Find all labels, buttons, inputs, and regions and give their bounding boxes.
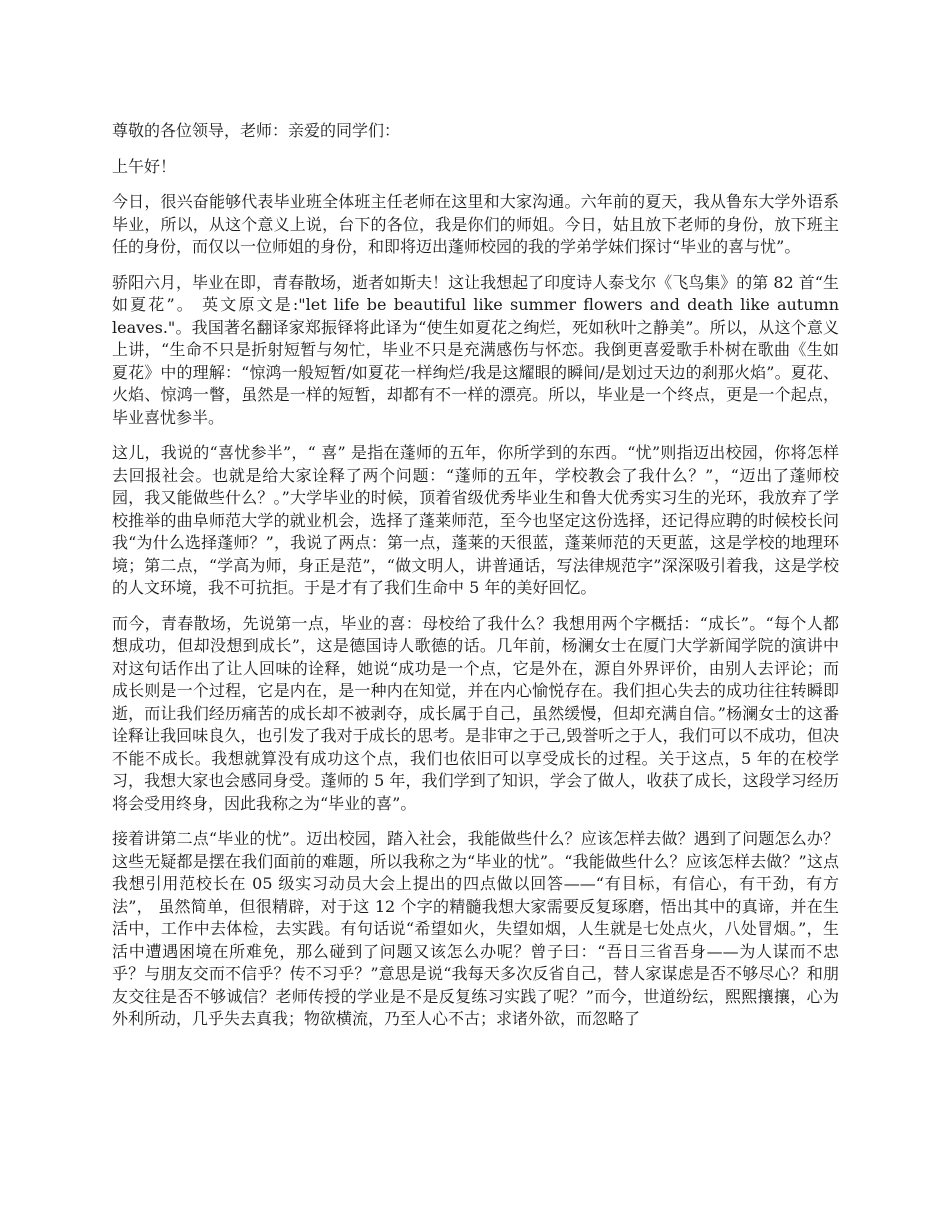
document-body	[112, 120, 839, 1044]
greeting: 上午好！	[112, 156, 177, 176]
paragraph-intro: 今日，很兴奋能够代表毕业班全体班主任老师在这里和大家沟通。六年前的夏天，我从鲁东大学外语系毕业，所以，从这个意义上说，台下的各位，我是你们的师姐。今日，姑且放下老师的身份，放下班主任的身份，而仅以一位师姐的身份，和即将迈出蓬师校园的我的学弟学妹们探讨“毕业的喜与忧”。	[112, 192, 839, 256]
paragraph-summer-flowers: 骄阳六月，毕业在即，青春散场，逝者如斯夫！这让我想起了印度诗人泰戈尔《飞鸟集》的第 82 首“生如夏花”。 英文原文是:"let life be beautiful like summer flowers and death like autumn leaves."。我国著名翻译家郑振铎将此译为“使生如夏花之绚烂，死如秋叶之静美”。所以，从这个意义上讲，“生命不只是折射短暂与匆忙，毕业不只是充满感伤与怀恋。我倒更喜爱歌手朴树在歌曲《生如夏花》中的理解：“惊鸿一般短暂/如夏花一样绚烂/我是这耀眼的瞬间/是划过天边的刹那火焰”。夏花、火焰、惊鸿一瞥，虽然是一样的短暂，却都有不一样的漂亮。所以，毕业是一个终点，更是一个起点，毕业喜忧参半。	[112, 272, 839, 427]
paragraph-joy-and-worry: 这儿，我说的“喜忧参半”，“ 喜” 是指在蓬师的五年，你所学到的东西。“忧”则指迈出校园，你将怎样去回报社会。也就是给大家诠释了两个问题：“蓬师的五年，学校教会了我什么？”，“迈出了蓬师校园，我又能做些什么？。”大学毕业的时候，顶着省级优秀毕业生和鲁大优秀实习生的光环，我放弃了学校推举的曲阜师范大学的就业机会，选择了蓬莱师范，至今也坚定这份选择，还记得应聘的时候校长问我“为什么选择蓬师？”，我说了两点：第一点，蓬莱的天很蓝，蓬莱师范的天更蓝，这是学校的地理环境；第二点，“学高为师，身正是范”，“做文明人，讲普通话，写法律规范字”深深吸引着我，这是学校的人文环境，我不可抗拒。于是才有了我们生命中 5 年的美好回忆。	[112, 443, 839, 597]
salutation: 尊敬的各位领导，老师：亲爱的同学们：	[112, 121, 401, 140]
paragraph-worry: 接着讲第二点“毕业的忧”。迈出校园，踏入社会，我能做些什么？应该怎样去做？遇到了问题怎么办？这些无疑都是摆在我们面前的难题，所以我称之为“毕业的忧”。“我能做些什么？应该怎样去做？”这点我想引用范校长在 05 级实习动员大会上提出的四点做以回答——“有目标，有信心，有干劲，有方法”， 虽然简单，但很精辟，对于这 12 个字的精髓我想大家需要反复琢磨，悟出其中的真谛，并在生活中，工作中去体检，去实践。有句话说“希望如火，失望如烟，人生就是七处点火，八处冒烟。”，生活中遭遇困境在所难免，那么碰到了问题又该怎么办呢？曾子曰：“吾日三省吾身——为人谋而不忠乎？与朋友交而不信乎？传不习乎？”意思是说“我每天多次反省自己，替人家谋虑是否不够尽心？和朋友交往是否不够诚信？老师传授的学业是不是反复练习实践了呢？”而今，世道纷纭，熙熙攘攘，心为外利所动，几乎失去真我；物欲横流，乃至人心不古；求诸外欲，而忽略了	[112, 829, 839, 1028]
paragraph-growth: 而今，青春散场，先说第一点，毕业的喜：母校给了我什么？我想用两个字概括：“成长”。“每个人都想成功，但却没想到成长”，这是德国诗人歌德的话。几年前，杨澜女士在厦门大学新闻学院的演讲中对这句话作出了让人回味的诠释，她说“成功是一个点，它是外在，源自外界评价，由别人去评论；而成长则是一个过程，它是内在，是一种内在知觉，并在内心愉悦存在。我们担心失去的成功往往转瞬即逝，而让我们经历痛苦的成长却不被剥夺，成长属于自己，虽然缓慢，但却充满自信。”杨澜女士的这番诠释让我回味良久，也引发了我对于成长的思考。是非审之于己,毁誉听之于人，我们可以不成功，但决不能不成长。我想就算没有成功这个点，我们也依旧可以享受成长的过程。关于这点，5 年的在校学习，我想大家也会感同身受。蓬师的 5 年，我们学到了知识，学会了做人，收获了成长，这段学习经历将会受用终身，因此我称之为“毕业的喜”。	[112, 613, 839, 813]
